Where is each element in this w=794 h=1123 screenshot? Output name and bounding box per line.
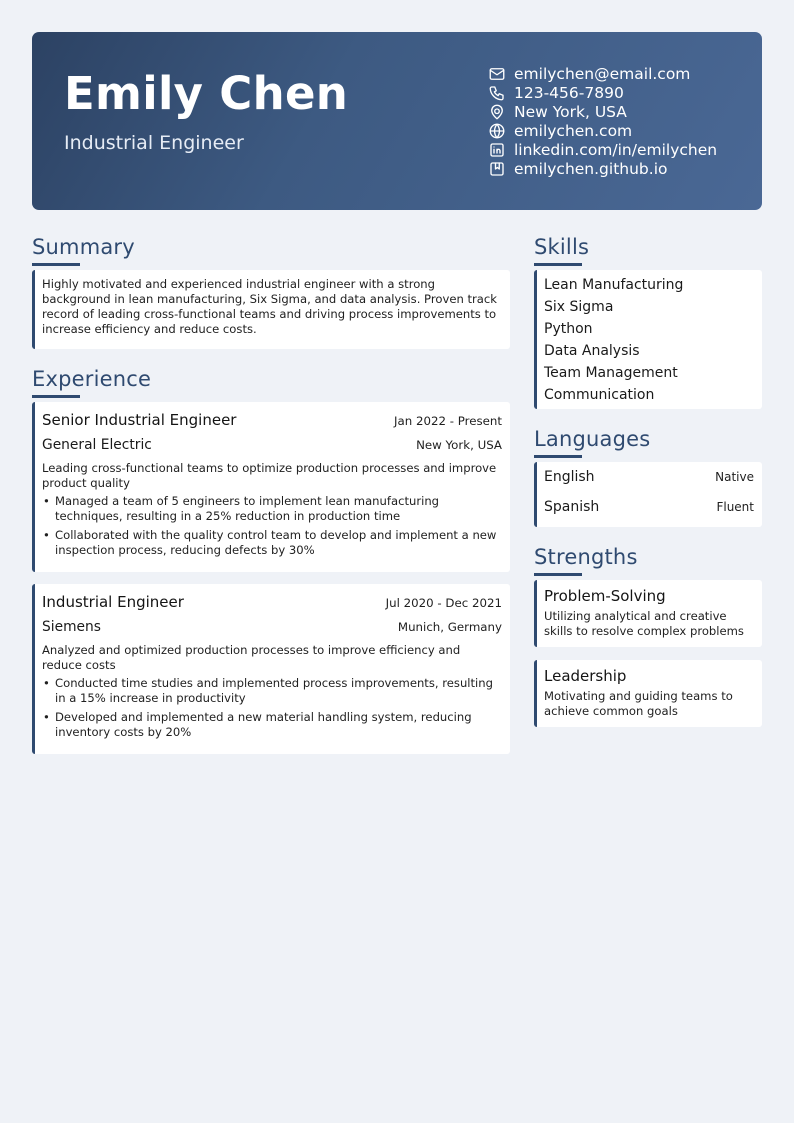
main-column: [32, 234, 510, 754]
languages-section: [534, 426, 762, 527]
contact-github[interactable]: [488, 159, 758, 178]
resume-header: [32, 32, 762, 210]
map-pin-icon: [488, 103, 506, 121]
language-name: Spanish: [544, 499, 600, 515]
experience-heading-underline: [32, 395, 80, 398]
job-location: New York, USA: [416, 438, 502, 452]
achievement-text: Developed and implemented a new material handling system, reducing inventory costs by 20%: [55, 710, 472, 739]
achievement-item: [42, 676, 502, 706]
job-dates: Jul 2020 - Dec 2021: [385, 596, 502, 610]
company-name: General Electric: [42, 437, 152, 453]
contact-website-text: emilychen.com: [514, 121, 633, 140]
summary-text: Highly motivated and experienced industrial engineer with a strong background in lean manufacturing, Six Sigma, and data analysis. Proven track record of leading cross-functional teams and driving process improvements to increase efficiency and reduce costs.: [42, 277, 497, 336]
skill-item: Six Sigma: [544, 299, 614, 315]
contact-phone-text: 123-456-7890: [514, 83, 624, 102]
skills-heading: Skills: [534, 235, 590, 259]
languages-heading-underline: [534, 455, 582, 458]
achievement-text: Conducted time studies and implemented process improvements, resulting in a 15% increase in productivity: [55, 676, 493, 705]
skill-item: Data Analysis: [544, 343, 640, 359]
job-dates: Jan 2022 - Present: [394, 414, 502, 428]
achievement-text: Managed a team of 5 engineers to implement lean manufacturing techniques, resulting in a 25% reduction in production time: [55, 494, 440, 523]
globe-icon: [488, 122, 506, 140]
contact-linkedin[interactable]: [488, 140, 758, 159]
contact-email-text: emilychen@email.com: [514, 64, 691, 83]
candidate-title: Industrial Engineer: [64, 132, 244, 154]
summary-section: [32, 234, 510, 349]
job-description: Analyzed and optimized production processes to improve efficiency and reduce costs: [42, 643, 461, 672]
skill-item: Lean Manufacturing: [544, 277, 684, 293]
strength-card: [534, 580, 762, 647]
strengths-section: [534, 544, 762, 727]
summary-heading-underline: [32, 263, 80, 266]
summary-heading: Summary: [32, 235, 135, 259]
experience-item: [32, 402, 510, 572]
experience-section: [32, 366, 510, 754]
company-name: Siemens: [42, 619, 101, 635]
job-title: Industrial Engineer: [42, 593, 184, 611]
bullet-dot: •: [43, 710, 50, 724]
contact-website[interactable]: [488, 121, 758, 140]
skill-item: Python: [544, 321, 593, 337]
language-level: Native: [715, 470, 754, 484]
strengths-heading-underline: [534, 573, 582, 576]
job-title: Senior Industrial Engineer: [42, 411, 237, 429]
contact-location: [488, 102, 758, 121]
skills-heading-underline: [534, 263, 582, 266]
achievement-item: [42, 528, 502, 558]
skills-section: [534, 234, 762, 409]
mail-icon: [488, 65, 506, 83]
summary-card: [32, 270, 510, 349]
linkedin-icon: [488, 141, 506, 159]
language-name: English: [544, 469, 595, 485]
strength-name: Problem-Solving: [544, 587, 666, 605]
achievement-text: Collaborated with the quality control team to develop and implement a new inspection process, reducing defects by 30%: [55, 528, 497, 557]
sidebar-column: [534, 234, 762, 740]
skills-card: [534, 270, 762, 409]
achievement-item: [42, 710, 502, 740]
languages-heading: Languages: [534, 427, 651, 451]
achievement-list: [42, 494, 502, 558]
bullet-dot: •: [43, 528, 50, 542]
language-level: Fluent: [716, 500, 754, 514]
contact-location-text: New York, USA: [514, 102, 627, 121]
strength-description: Utilizing analytical and creative skills to resolve complex problems: [544, 609, 744, 638]
contact-email[interactable]: [488, 64, 758, 83]
achievement-list: [42, 676, 502, 740]
strength-card: [534, 660, 762, 727]
languages-card: [534, 462, 762, 527]
achievement-item: [42, 494, 502, 524]
contact-list: [488, 64, 758, 178]
strengths-heading: Strengths: [534, 545, 638, 569]
phone-icon: [488, 84, 506, 102]
skill-item: Communication: [544, 387, 655, 403]
bullet-dot: •: [43, 494, 50, 508]
contact-github-text: emilychen.github.io: [514, 159, 668, 178]
github-icon: [488, 160, 506, 178]
experience-heading: Experience: [32, 367, 152, 391]
language-row: [544, 465, 754, 495]
language-row: [544, 495, 754, 525]
strength-name: Leadership: [544, 667, 627, 685]
job-location: Munich, Germany: [397, 620, 502, 634]
candidate-name: Emily Chen: [64, 67, 349, 120]
contact-phone[interactable]: [488, 83, 758, 102]
contact-linkedin-text: linkedin.com/in/emilychen: [514, 140, 718, 159]
experience-item: [32, 584, 510, 754]
bullet-dot: •: [43, 676, 50, 690]
skill-item: Team Management: [544, 365, 678, 381]
job-description: Leading cross-functional teams to optimize production processes and improve product quality: [42, 461, 497, 490]
strength-description: Motivating and guiding teams to achieve common goals: [544, 689, 733, 718]
